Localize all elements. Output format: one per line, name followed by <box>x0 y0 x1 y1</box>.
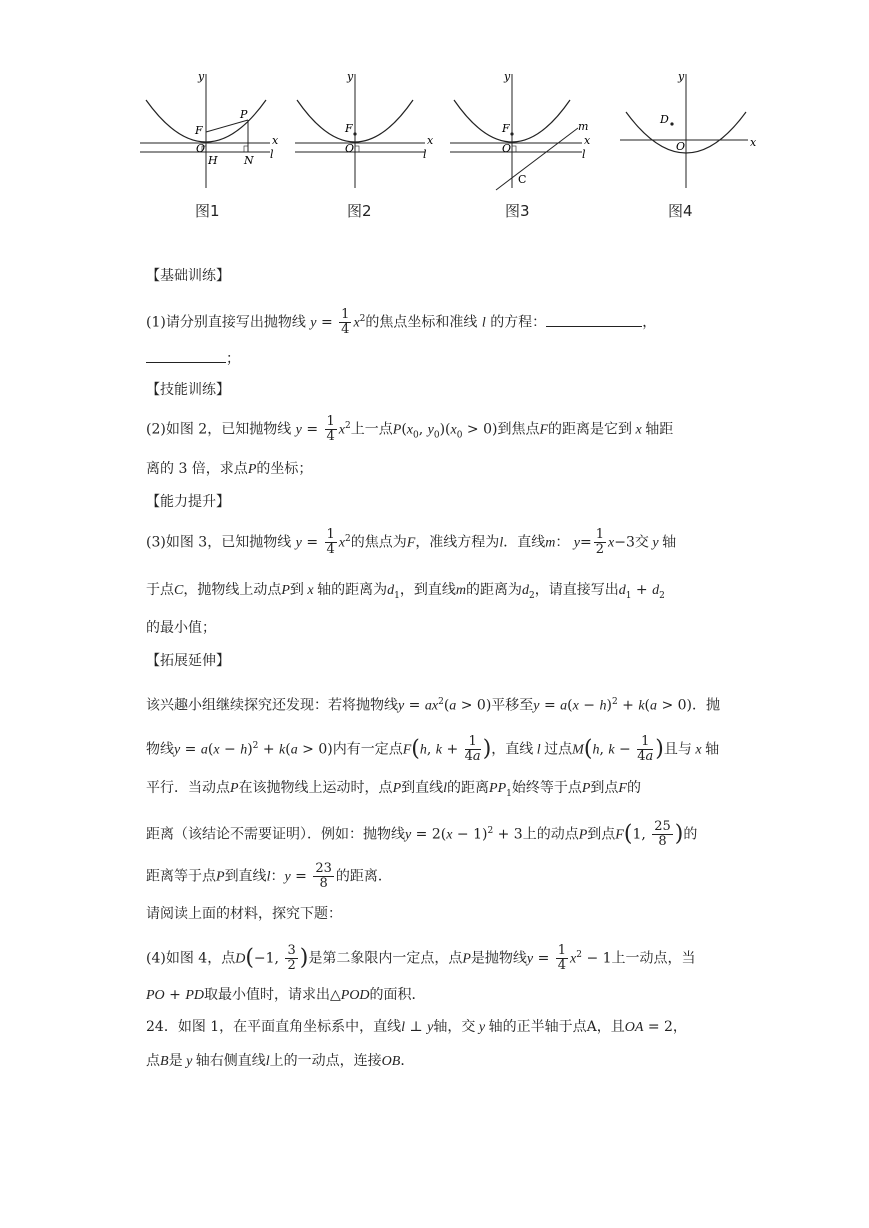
text: 到焦点 <box>497 421 540 438</box>
text: 物线 <box>146 741 174 758</box>
text: 到点 <box>587 826 616 843</box>
extension-line-3: 平行．当动点P在该抛物线上运动时，点P到直线l的距离$PP_1$始终等于点P到点F的 <box>146 780 641 799</box>
svg-text:y: y <box>198 70 205 83</box>
text: ，直线 <box>491 741 534 758</box>
svg-text:x: x <box>427 134 434 147</box>
text: ， <box>672 1019 687 1035</box>
question-1-cont <box>146 348 240 369</box>
text: 轴，交 <box>433 1019 476 1035</box>
svg-text:m: m <box>578 120 589 133</box>
svg-text:H: H <box>208 154 218 167</box>
text: 的距离 <box>447 780 490 796</box>
text: (2)如图 2，已知抛物线 <box>146 421 292 438</box>
svg-text:y: y <box>504 70 511 83</box>
text: 距离等于点 <box>146 868 216 885</box>
question-24: 24．如图 1，在平面直角坐标系中，直线l ⊥ y轴，交 y 轴的正半轴于点A，且OA = 2， <box>146 1019 687 1035</box>
svg-text:x: x <box>272 134 279 147</box>
text: 是 <box>168 1053 183 1069</box>
text: 的 <box>626 780 641 796</box>
svg-text:y: y <box>347 70 354 83</box>
svg-text:P: P <box>240 108 248 121</box>
section-skill <box>146 380 230 400</box>
question-4-cont: PO + PD取最小值时，请求出△POD的面积． <box>146 987 426 1003</box>
figure-4-caption: 图4 <box>668 202 693 220</box>
figure-1-caption: 图1 <box>195 202 220 220</box>
text: 到直线 <box>224 868 267 885</box>
text: 始终等于点 <box>511 780 582 796</box>
text: 的面积． <box>369 987 426 1003</box>
text: 点 <box>146 1053 160 1069</box>
section-heading: 【拓展延伸】 <box>146 653 230 669</box>
extension-line-6 <box>146 904 342 924</box>
svg-text:O: O <box>345 142 355 155</box>
text: 取最小值时，请求出 <box>203 987 330 1003</box>
figure-3-caption: 图3 <box>505 202 530 220</box>
question-2: (2)如图 2，已知抛物线 y = $\frac{1}{4}$ $x^2$上一点$P(x_0$, $y_0)(x_0 > 0)$到焦点F的距离是它到 x 轴距 <box>146 414 674 444</box>
text: 离的 3 倍，求点 <box>146 461 248 477</box>
text: ，且 <box>596 1019 625 1035</box>
svg-text:y: y <box>678 70 685 83</box>
question-3-end <box>146 618 216 638</box>
text: 的 <box>683 826 698 843</box>
text: 轴距 <box>645 421 674 438</box>
text: 24．如图 1，在平面直角坐标系中，直线 <box>146 1019 402 1035</box>
text: 的方程： <box>490 314 547 331</box>
text: 距离（该结论不需要证明）．例如：抛物线 <box>146 826 405 843</box>
section-basic <box>146 266 230 286</box>
svg-text:D: D <box>660 113 669 126</box>
text: (3)如图 3，已知抛物线 <box>146 534 292 551</box>
text: 该兴趣小组继续探究还发现：若将抛物线 <box>146 697 398 714</box>
text: ，到直线 <box>399 582 456 598</box>
text: 上一点 <box>350 421 393 438</box>
svg-text:l: l <box>423 148 427 161</box>
section-heading: 【能力提升】 <box>146 494 230 510</box>
figure-4 <box>620 66 760 196</box>
section-heading: 【技能训练】 <box>146 382 230 398</box>
text: 的焦点坐标和准线 <box>365 314 478 331</box>
text: (4)如图 4，点 <box>146 950 236 967</box>
text: ． <box>400 1053 415 1069</box>
text: ， <box>642 314 657 331</box>
svg-text:l: l <box>582 148 586 161</box>
svg-text:l: l <box>270 148 274 161</box>
extension-line-5: 距离等于点P到直线l：y = $\frac{23}{8}$ 的距离． <box>146 861 392 891</box>
text: 轴 <box>662 534 677 551</box>
text: ； <box>226 351 240 367</box>
figure-2 <box>295 66 435 196</box>
svg-text:N: N <box>244 154 254 167</box>
extension-line-2: 物线$y = a(x - h)^2 + k(a > 0)$内有一定点F(h, k + $\frac{1}{4a}$ )，直线 l 过点M(h, k − $\frac{1}{4a}$ )且与 x 轴 <box>146 734 720 764</box>
question-24-cont: 点B是 y 轴右侧直线l上的一动点，连接OB． <box>146 1053 415 1069</box>
text: ．直线 <box>503 534 546 551</box>
text: 轴右侧直线 <box>195 1053 266 1069</box>
text: 内有一定点 <box>332 741 403 758</box>
extension-line-4: 距离（该结论不需要证明）．例如：抛物线$y = 2(x - 1)^2 + 3$上的动点P到点F(1, $\frac{25}{8}$ )的 <box>146 819 698 849</box>
text: 到点 <box>590 780 619 796</box>
svg-text:C: C <box>518 173 527 186</box>
text: 轴的距离为 <box>317 582 388 598</box>
text: 的坐标； <box>256 461 313 477</box>
answer-blank[interactable] <box>146 348 226 363</box>
text: 到 <box>289 582 304 598</box>
section-heading: 【基础训练】 <box>146 268 230 284</box>
text: ，准线方程为 <box>415 534 500 551</box>
text: 过点 <box>544 741 573 758</box>
text: ，请直接写出 <box>534 582 619 598</box>
text: ．抛 <box>692 697 720 714</box>
text: 在该抛物线上运动时，点 <box>238 780 393 796</box>
text: (1)请分别直接写出抛物线 <box>146 314 306 331</box>
text: 的距离是它到 <box>548 421 633 438</box>
svg-text:O: O <box>502 142 512 155</box>
question-3-cont: 于点C，抛物线上动点P到 x 轴的距离为$d_1$，到直线m的距离为$d_2$，请直接写出$d_1 + d_2$ <box>146 582 665 601</box>
text: 请阅读上面的材料，探究下题： <box>146 906 342 922</box>
question-3: (3)如图 3，已知抛物线 y = $\frac{1}{4}$ $x^2$的焦点为F，准线方程为l．直线m： y= $\frac{1}{2}$ x−3交 y 轴 <box>146 527 677 557</box>
text: 轴的正半轴于点 <box>488 1019 587 1035</box>
text: 的距离为 <box>465 582 522 598</box>
question-4: (4)如图 4，点D(−1, $\frac{3}{2}$ )是第二象限内一定点，点P是抛物线y = $\frac{1}{4}$ $x^2 - 1$上一动点，当 <box>146 943 696 973</box>
svg-text:x: x <box>584 134 591 147</box>
svg-text:O: O <box>676 140 686 153</box>
text: 上的一动点，连接 <box>269 1053 382 1069</box>
svg-text:x: x <box>750 136 757 149</box>
figure-1 <box>140 66 280 196</box>
svg-text:O: O <box>196 142 206 155</box>
text: ： <box>555 534 570 551</box>
text: 轴 <box>705 741 720 758</box>
text: 的距离． <box>335 868 392 885</box>
text: 到直线 <box>401 780 444 796</box>
section-extend <box>146 651 230 671</box>
extension-line-1: 该兴趣小组继续探究还发现：若将抛物线$y = ax^2(a > 0)$平移至$y = a(x - h)^2 + k(a > 0)$．抛 <box>146 697 720 714</box>
text: 上的动点 <box>522 826 579 843</box>
text: 平行．当动点 <box>146 780 230 796</box>
text: 上一动点，当 <box>611 950 696 967</box>
text: 于点 <box>146 582 174 598</box>
figure-2-caption: 图2 <box>347 202 372 220</box>
text: ，抛物线上动点 <box>183 582 282 598</box>
answer-blank[interactable] <box>546 312 642 327</box>
svg-text:F: F <box>195 124 203 137</box>
svg-text:F: F <box>502 122 510 135</box>
figure-3 <box>450 66 595 196</box>
text: 的最小值； <box>146 620 216 636</box>
section-ability <box>146 492 230 512</box>
text: 交 <box>634 534 649 551</box>
text: 的焦点为 <box>350 534 407 551</box>
svg-text:F: F <box>345 122 353 135</box>
question-1: (1)请分别直接写出抛物线 y = $\frac{1}{4}$ $x^2$的焦点坐标和准线 l 的方程： ， <box>146 307 657 337</box>
text: 是抛物线 <box>470 950 527 967</box>
text: ： <box>270 868 285 885</box>
text: 是第二象限内一定点，点 <box>308 950 463 967</box>
question-2-cont: 离的 3 倍，求点P的坐标； <box>146 461 313 477</box>
text: 且与 <box>663 741 692 758</box>
text: 平移至 <box>491 697 534 714</box>
